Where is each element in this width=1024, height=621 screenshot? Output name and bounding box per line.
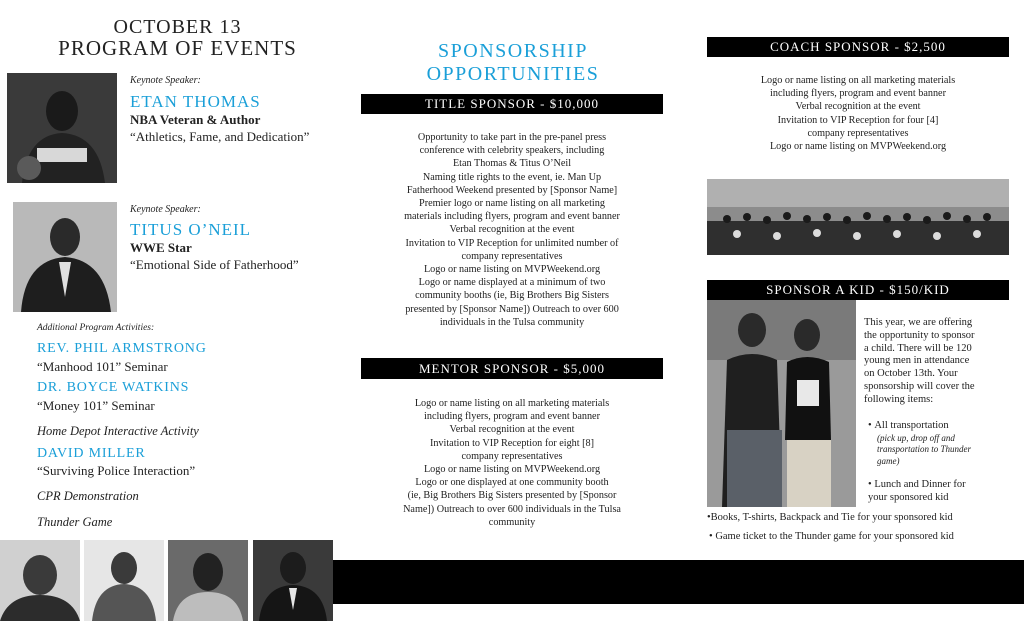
bullet-supplies: •Books, T-shirts, Backpack and Tie for your sponsored kid bbox=[707, 512, 953, 523]
activity-desc: Home Depot Interactive Activity bbox=[37, 424, 199, 438]
title-sponsor-details: Opportunity to take part in the pre-panel press conference with celebrity speakers, including Etan Thomas & Titus O’Neil Naming title rights to the event, ie. Man Up Fatherhood Weekend presented by [Sponsor Name] Premier logo or name listing on all marketing materials including flyers, program and event banner Verbal recognition at the event Invitation to VIP Reception for unlimited number of company representatives Logo or name listing on MVPWeekend.org Logo or name displayed at a minimum of two community booths (ie, Big Brothers Big Sisters presented by [Sponsor Name]) Outreach to over 600 individuals in the Tulsa community bbox=[404, 132, 620, 328]
activity-name: DR. BOYCE WATKINS bbox=[37, 380, 190, 395]
mentor-sponsor-details: Logo or name listing on all marketing materials including flyers, program and event banner Verbal recognition at the event Invitation to VIP Reception for eight [8] company representatives Logo or name listing on MVPWeekend.org Logo or one displayed at one community booth (ie, Big Brothers Big Sisters presented by [Sponsor Name]) Outreach to over 600 individuals in the Tulsa community bbox=[403, 398, 621, 528]
title-sponsor-header: TITLE SPONSOR - $10,000 bbox=[361, 94, 663, 114]
speaker-photo-titus bbox=[13, 202, 117, 312]
sponsor-a-kid-intro: This year, we are offering the opportunity to sponsor a child. There will be 120 young men in attendance on October 13th. Your sponsorship will cover the following items: bbox=[864, 317, 975, 405]
event-date: OCTOBER 13 bbox=[113, 16, 242, 38]
speaker-photo-speaker4 bbox=[253, 540, 333, 621]
activity-desc: Thunder Game bbox=[37, 515, 113, 529]
additional-activities-caption: Additional Program Activities: bbox=[37, 323, 155, 333]
speaker-photo-phil bbox=[0, 540, 80, 621]
speaker-role: NBA Veteran & Author bbox=[130, 112, 261, 127]
activity-name: REV. PHIL ARMSTRONG bbox=[37, 341, 207, 356]
speaker-name: ETAN THOMAS bbox=[130, 92, 261, 111]
bullet-transportation: • All transportation (pick up, drop off and transportation to Thunder game) bbox=[868, 420, 972, 466]
sponsor-a-kid-header: SPONSOR A KID - $150/KID bbox=[707, 280, 1009, 300]
speaker-role: WWE Star bbox=[130, 240, 192, 255]
speaker-caption: Keynote Speaker: bbox=[130, 75, 201, 86]
kid-photo bbox=[707, 300, 856, 507]
sponsorship-heading: SPONSORSHIP OPPORTUNITIES bbox=[426, 40, 600, 85]
activity-name: DAVID MILLER bbox=[37, 446, 146, 461]
speaker-photo-david bbox=[168, 540, 248, 621]
coach-sponsor-header: COACH SPONSOR - $2,500 bbox=[707, 37, 1009, 57]
activity-desc: “Manhood 101” Seminar bbox=[37, 359, 168, 374]
activity-desc: “Money 101” Seminar bbox=[37, 398, 155, 413]
speaker-talk: “Emotional Side of Fatherhood” bbox=[130, 257, 299, 272]
coach-sponsor-details: Logo or name listing on all marketing materials including flyers, program and event banner Verbal recognition at the event Invitation to VIP Reception for four [4] company representatives Logo or name listing on MVPWeekend.org bbox=[760, 75, 956, 153]
group-photo bbox=[707, 179, 1009, 255]
footer-bar bbox=[333, 560, 1024, 604]
speaker-photo-etan bbox=[7, 73, 117, 183]
mentor-sponsor-header: MENTOR SPONSOR - $5,000 bbox=[361, 358, 663, 379]
speaker-photo-boyce bbox=[84, 540, 164, 621]
program-title: PROGRAM OF EVENTS bbox=[58, 36, 297, 60]
speaker-caption: Keynote Speaker: bbox=[130, 204, 201, 215]
bullet-meals: • Lunch and Dinner for your sponsored kid bbox=[868, 479, 966, 503]
speaker-name: TITUS O’NEIL bbox=[130, 220, 252, 239]
activity-desc: CPR Demonstration bbox=[37, 489, 139, 503]
bullet-game-ticket: • Game ticket to the Thunder game for your sponsored kid bbox=[709, 531, 954, 542]
speaker-talk: “Athletics, Fame, and Dedication” bbox=[130, 129, 310, 144]
activity-desc: “Surviving Police Interaction” bbox=[37, 463, 196, 478]
